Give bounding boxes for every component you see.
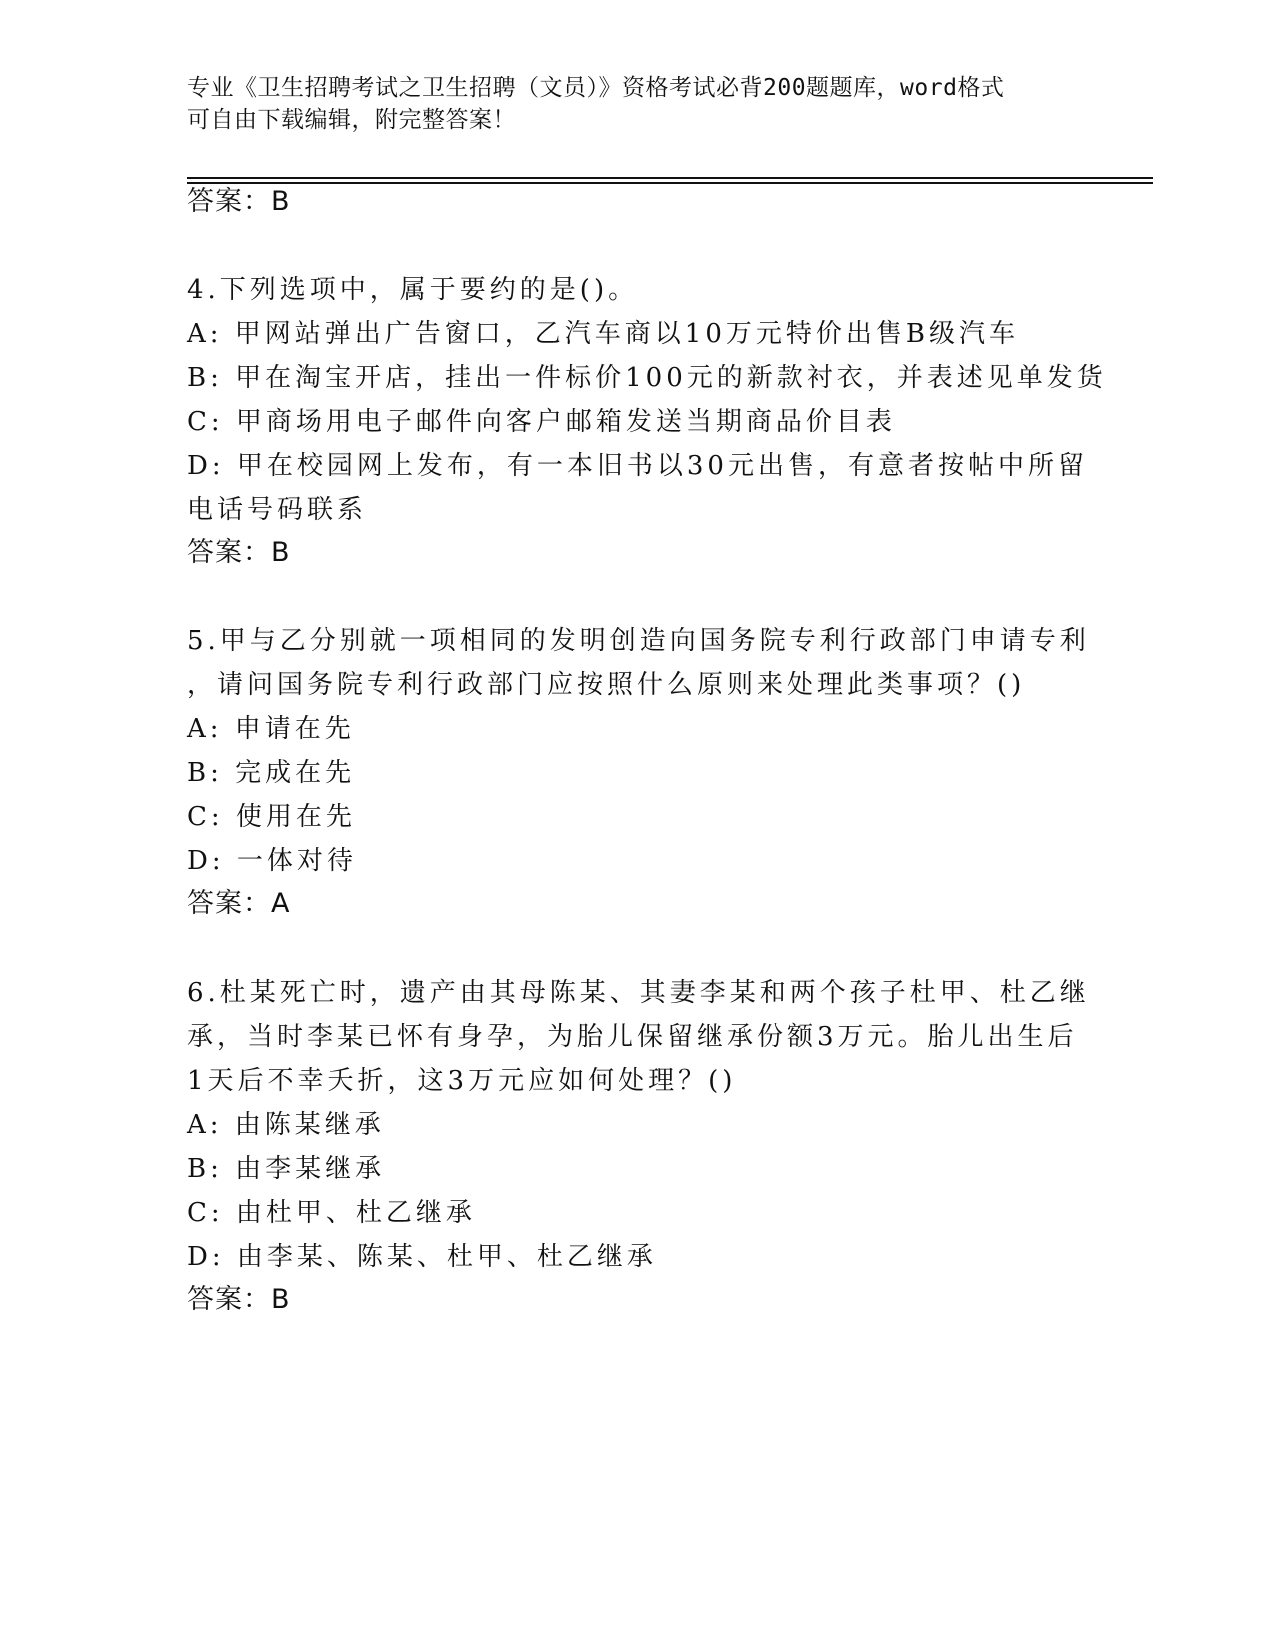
question-6-stem-continued-1: 承，当时李某已怀有身孕，为胎儿保留继承份额3万元。胎儿出生后	[187, 1022, 1078, 1052]
question-5-stem-continued: ，请问国务院专利行政部门应按照什么原则来处理此类事项？()	[187, 670, 1026, 700]
question-4-option-d: D: 甲在校园网上发布，有一本旧书以30元出售，有意者按帖中所留	[187, 451, 1088, 481]
question-4-stem: 4.下列选项中，属于要约的是()。	[187, 275, 639, 305]
question-4-option-c: C: 甲商场用电子邮件向客户邮箱发送当期商品价目表	[187, 407, 896, 437]
question-6-option-d: D: 由李某、陈某、杜甲、杜乙继承	[187, 1242, 657, 1272]
question-6-answer: 答案：B	[187, 1284, 291, 1315]
question-6-option-a: A: 由陈某继承	[187, 1110, 385, 1140]
question-4-option-a: A: 甲网站弹出广告窗口，乙汽车商以10万元特价出售B级汽车	[187, 319, 1019, 349]
question-5-answer: 答案：A	[187, 888, 291, 919]
question-4-option-b: B: 甲在淘宝开店，挂出一件标价100元的新款衬衣，并表述见单发货	[187, 363, 1107, 393]
header-divider-top	[187, 177, 1153, 179]
question-6-option-c: C: 由杜甲、杜乙继承	[187, 1198, 476, 1228]
question-5-option-a: A: 申请在先	[187, 714, 355, 744]
question-5-stem: 5.甲与乙分别就一项相同的发明创造向国务院专利行政部门申请专利	[187, 626, 1090, 656]
document-header	[187, 72, 1067, 136]
question-5-option-b: B: 完成在先	[187, 758, 356, 788]
header-divider-bottom	[187, 182, 1153, 184]
question-6-option-b: B: 由李某继承	[187, 1154, 386, 1184]
question-4-option-d-continued: 电话号码联系	[187, 495, 368, 525]
header-title-line-1: 专业《卫生招聘考试之卫生招聘（文员）》资格考试必背200题题库，word格式	[187, 75, 1005, 101]
header-title-line-2: 可自由下载编辑，附完整答案！	[187, 107, 516, 133]
previous-question-answer: 答案：B	[187, 186, 291, 217]
question-6-stem-continued-2: 1天后不幸夭折，这3万元应如何处理？()	[187, 1066, 737, 1096]
question-5-option-d: D: 一体对待	[187, 846, 357, 876]
question-5-option-c: C: 使用在先	[187, 802, 356, 832]
question-4-answer: 答案：B	[187, 537, 291, 568]
question-6-stem: 6.杜某死亡时，遗产由其母陈某、其妻李某和两个孩子杜甲、杜乙继	[187, 978, 1090, 1008]
